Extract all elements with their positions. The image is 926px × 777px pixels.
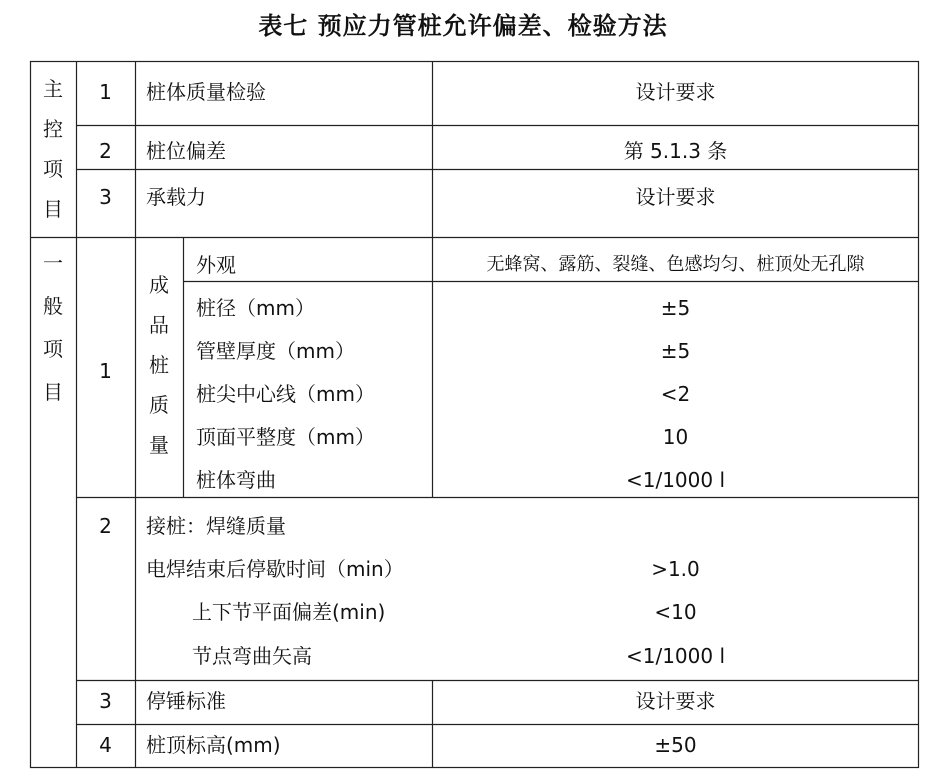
item-section-offset: 上下节平面偏差(min) xyxy=(192,600,386,624)
general-row-3-no: 3 xyxy=(99,689,112,713)
finished-pile-quality-label: 成 品 桩 质 量 xyxy=(149,273,169,457)
general-row-2-no: 2 xyxy=(99,514,112,538)
main-section-label: 主 控 项 目 xyxy=(43,77,63,221)
main-row-2-value: 第 5.1.3 条 xyxy=(623,139,728,163)
main-row-1-item: 桩体质量检验 xyxy=(146,80,266,104)
value-weld-rest-time: >1.0 xyxy=(651,557,700,581)
value-section-offset: <10 xyxy=(654,600,697,624)
value-pile-diameter: ±5 xyxy=(660,296,691,320)
item-pile-bending: 桩体弯曲 xyxy=(196,468,276,492)
item-weld-rest-time: 电焊结束后停歇时间（min） xyxy=(146,557,404,581)
value-top-flatness: 10 xyxy=(662,425,689,449)
general-row-4-value: ±50 xyxy=(654,733,697,757)
general-row-4-item: 桩顶标高(mm) xyxy=(146,733,281,757)
item-splice-weld: 接桩：焊缝质量 xyxy=(146,514,286,538)
item-pile-diameter: 桩径（mm） xyxy=(196,296,315,320)
general-row-1-no: 1 xyxy=(99,359,112,383)
main-row-1-no: 1 xyxy=(99,80,112,104)
item-appearance: 外观 xyxy=(196,253,236,277)
main-row-2-no: 2 xyxy=(99,139,112,163)
value-joint-sag: <1/1000 l xyxy=(625,644,726,668)
item-wall-thickness: 管壁厚度（mm） xyxy=(196,339,355,363)
main-row-2-item: 桩位偏差 xyxy=(146,139,226,163)
main-row-3-value: 设计要求 xyxy=(635,185,716,209)
item-tip-centerline: 桩尖中心线（mm） xyxy=(196,382,375,406)
item-joint-sag: 节点弯曲矢高 xyxy=(192,644,312,668)
main-row-1-value: 设计要求 xyxy=(635,80,716,104)
general-row-4-no: 4 xyxy=(99,733,112,757)
general-row-3-item: 停锤标准 xyxy=(146,689,226,713)
page-title: 表七 预应力管桩允许偏差、检验方法 xyxy=(258,12,668,40)
value-appearance: 无蜂窝、露筋、裂缝、色感均匀、桩顶处无孔隙 xyxy=(486,254,865,275)
value-wall-thickness: ±5 xyxy=(660,339,691,363)
main-row-3-item: 承载力 xyxy=(146,185,206,209)
general-section-label: 一 般 项 目 xyxy=(43,251,63,404)
general-row-3-value: 设计要求 xyxy=(635,689,716,713)
value-pile-bending: <1/1000 l xyxy=(625,468,726,492)
item-top-flatness: 顶面平整度（mm） xyxy=(196,425,375,449)
main-row-3-no: 3 xyxy=(99,185,112,209)
value-tip-centerline: <2 xyxy=(660,382,691,406)
